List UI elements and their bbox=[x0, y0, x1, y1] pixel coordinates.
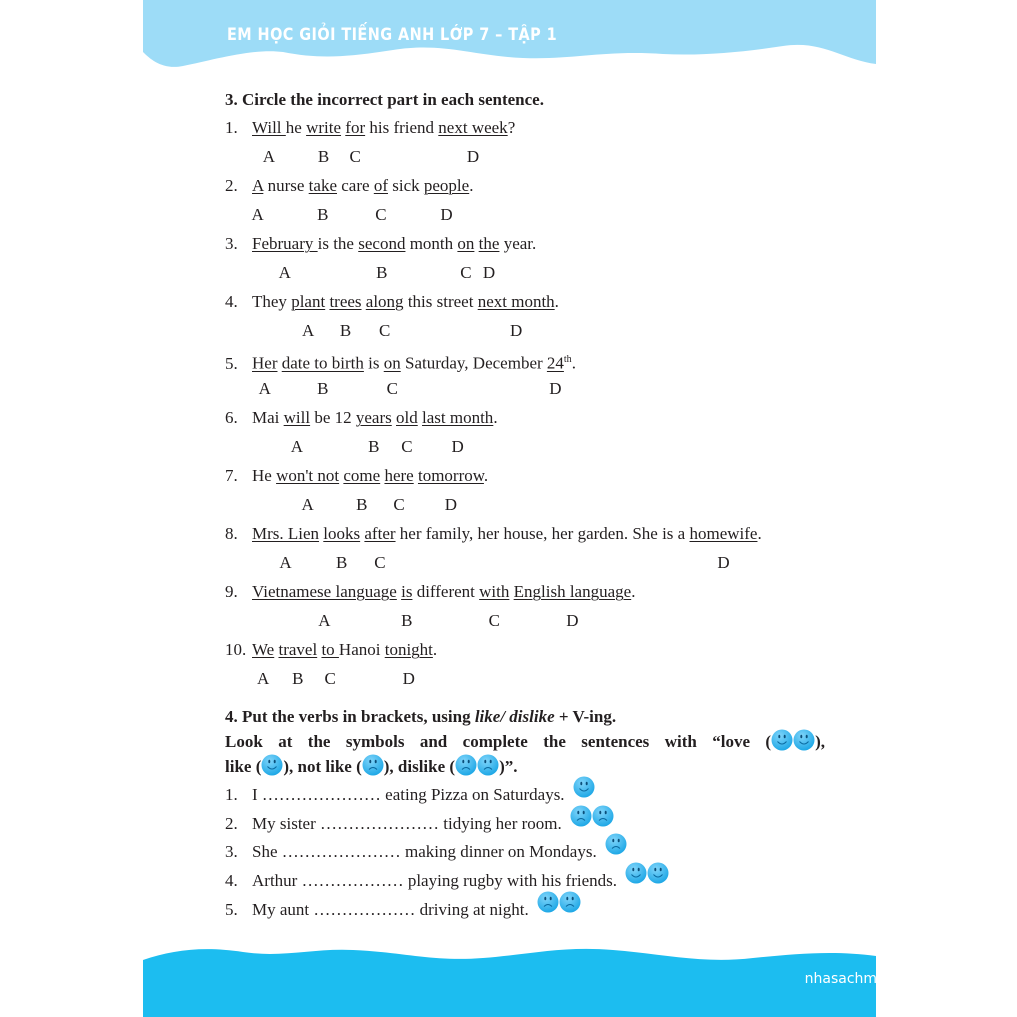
item-number: 2. bbox=[225, 176, 238, 195]
item-number: 5. bbox=[225, 899, 238, 919]
sentence-text: . bbox=[469, 176, 474, 195]
underlined-part: along bbox=[365, 292, 404, 311]
website-url: nhasachminhthang.vn bbox=[804, 971, 961, 987]
exercise-4-item bbox=[225, 781, 825, 810]
answer-letters bbox=[225, 606, 825, 635]
answer-letter: D bbox=[566, 611, 579, 630]
sentence-text: I ………………… eating Pizza on Saturdays. bbox=[252, 785, 565, 804]
underlined-part: after bbox=[364, 524, 396, 543]
underlined-part: on bbox=[457, 234, 475, 253]
underlined-part: is bbox=[401, 582, 413, 601]
answer-letter: A bbox=[251, 205, 264, 224]
sentence-text: ? bbox=[507, 118, 516, 137]
item-number: 7. bbox=[225, 466, 238, 485]
item-number: 6. bbox=[225, 408, 238, 427]
sentence-text: . bbox=[554, 292, 559, 311]
answer-letter: A bbox=[278, 263, 291, 282]
sentence-row bbox=[225, 287, 825, 316]
exercise-3-title: 3. Circle the incorrect part in each sentence. bbox=[225, 90, 544, 109]
sentence-row bbox=[225, 519, 825, 548]
sentence-text: They bbox=[252, 292, 292, 311]
answer-letters bbox=[225, 548, 825, 577]
sentence-row bbox=[225, 345, 825, 374]
answer-letters bbox=[225, 200, 825, 229]
instruction-text: ), dislike ( bbox=[383, 757, 456, 776]
answer-letter: C bbox=[349, 147, 361, 166]
sad-face-icon bbox=[559, 891, 581, 913]
underlined-part: Vietnamese language bbox=[252, 582, 397, 601]
superscript: th bbox=[563, 354, 572, 365]
underlined-part: on bbox=[383, 353, 401, 373]
sentence-text: Mai bbox=[252, 408, 284, 427]
underlined-part: for bbox=[345, 118, 366, 137]
happy-face-icon bbox=[647, 862, 669, 884]
sentence-text: . bbox=[483, 466, 489, 485]
sad-face-icon bbox=[570, 805, 592, 827]
answer-letter: B bbox=[376, 263, 388, 282]
instruction-text: like ( bbox=[225, 757, 262, 776]
page-number: 12 bbox=[80, 968, 101, 986]
exercise-4-item bbox=[225, 810, 825, 839]
answer-letter: B bbox=[336, 553, 348, 572]
sentence-text: Arthur ……………… playing rugby with his friends. bbox=[252, 871, 617, 891]
answer-letter: D bbox=[402, 669, 415, 688]
underlined-part: tonight bbox=[384, 640, 433, 659]
sentence-text: sick bbox=[387, 176, 424, 195]
item-number: 9. bbox=[225, 582, 238, 601]
answer-letters bbox=[225, 316, 825, 345]
underlined-part: homewife bbox=[689, 524, 758, 543]
underlined-part: Will bbox=[252, 118, 286, 137]
answer-letter: C bbox=[488, 611, 500, 630]
underlined-part: to bbox=[321, 640, 339, 659]
sentence-text: . bbox=[571, 353, 576, 373]
sentence-text: this street bbox=[403, 292, 478, 311]
underlined-part: will bbox=[283, 408, 311, 427]
exercise-4 bbox=[225, 705, 825, 924]
answer-letters bbox=[225, 258, 825, 287]
answer-letter: A bbox=[301, 495, 314, 514]
sad-face-icon bbox=[455, 754, 477, 776]
item-number: 4. bbox=[225, 871, 238, 891]
underlined-part: here bbox=[384, 466, 414, 485]
answer-letter: C bbox=[324, 669, 336, 688]
exercise-4-item bbox=[225, 896, 825, 925]
underlined-part: 24 bbox=[546, 353, 564, 373]
underlined-part: English language bbox=[513, 582, 632, 601]
sentence-text: different bbox=[412, 582, 480, 601]
sentence-row bbox=[225, 113, 825, 142]
underlined-part: write bbox=[306, 118, 342, 137]
face-group bbox=[605, 833, 627, 855]
exercise-4-instruction-2 bbox=[225, 754, 825, 779]
sentence-text: My sister ………………… tidying her room. bbox=[252, 813, 562, 833]
sentence-text: . bbox=[757, 524, 762, 543]
answer-letter: B bbox=[317, 205, 329, 224]
sentence-text: . bbox=[631, 582, 636, 601]
exercise-4-title bbox=[225, 705, 825, 729]
answer-letter: A bbox=[258, 379, 271, 398]
header-title: EM HỌC GIỎI TIẾNG ANH LỚP 7 – TẬP 1 bbox=[227, 25, 558, 45]
answer-letters bbox=[225, 142, 825, 171]
instruction-text: ), not like ( bbox=[283, 757, 362, 776]
answer-letter: B bbox=[317, 379, 329, 398]
sentence-row bbox=[225, 461, 825, 490]
sentence-text: year. bbox=[499, 234, 537, 253]
underlined-part: Mrs. Lien bbox=[252, 524, 320, 543]
exercise-4-item bbox=[225, 838, 825, 867]
instruction-text: Look at the symbols and complete the sentences with “love ( bbox=[225, 732, 772, 751]
answer-letters bbox=[225, 664, 825, 693]
answer-letter: D bbox=[451, 437, 464, 456]
answer-letter: B bbox=[339, 321, 352, 340]
underlined-part: of bbox=[373, 176, 388, 195]
title-text: + V-ing. bbox=[554, 707, 617, 726]
exercise-4-instruction bbox=[225, 729, 825, 754]
answer-letter: B bbox=[356, 495, 368, 514]
underlined-part: date to birth bbox=[281, 353, 364, 373]
happy-face-icon bbox=[793, 729, 815, 751]
answer-letter: B bbox=[368, 437, 380, 456]
face-group bbox=[537, 891, 581, 913]
item-number: 3. bbox=[225, 842, 238, 862]
item-number: 3. bbox=[225, 234, 238, 253]
item-number: 4. bbox=[225, 292, 238, 311]
sentence-row bbox=[225, 577, 825, 606]
answer-letter: B bbox=[317, 147, 330, 166]
answer-letter: D bbox=[444, 495, 458, 514]
underlined-part: looks bbox=[323, 524, 361, 543]
underlined-part: come bbox=[343, 466, 381, 485]
underlined-part: A bbox=[252, 176, 264, 195]
answer-letter: C bbox=[393, 495, 405, 514]
sad-face-icon bbox=[477, 754, 499, 776]
face-group bbox=[570, 805, 614, 827]
sentence-text: month bbox=[405, 234, 458, 253]
sentence-text: her family, her house, her garden. She is a bbox=[395, 524, 690, 543]
answer-letter: A bbox=[279, 553, 292, 572]
underlined-part: plant bbox=[291, 292, 326, 311]
exercise-4-item bbox=[225, 867, 825, 896]
underlined-part: travel bbox=[278, 640, 318, 659]
item-number: 5. bbox=[225, 353, 238, 373]
underlined-part: trees bbox=[329, 292, 362, 311]
sentence-text: . bbox=[432, 640, 438, 659]
answer-letters bbox=[225, 432, 825, 461]
happy-face-icon bbox=[261, 754, 283, 776]
answer-letter: A bbox=[302, 321, 315, 340]
sentence-text: be 12 bbox=[310, 408, 356, 427]
underlined-part: old bbox=[396, 408, 418, 427]
page-content bbox=[225, 88, 825, 924]
answer-letter: C bbox=[386, 379, 398, 398]
underlined-part: next month bbox=[477, 292, 555, 311]
instruction-text: )”. bbox=[499, 757, 518, 776]
answer-letter: A bbox=[318, 611, 331, 630]
happy-face-icon bbox=[771, 729, 793, 751]
sad-face-icon bbox=[362, 754, 384, 776]
instruction-text: ), bbox=[815, 732, 825, 751]
answer-letter: D bbox=[717, 553, 730, 572]
answer-letter: C bbox=[379, 321, 391, 340]
underlined-part: the bbox=[478, 234, 500, 253]
sentence-text: He bbox=[252, 466, 277, 485]
answer-letter: B bbox=[401, 611, 413, 630]
sentence-text: is bbox=[363, 353, 384, 373]
exercise-3-list bbox=[225, 113, 825, 693]
title-text: 4. Put the verbs in brackets, using bbox=[225, 707, 475, 726]
underlined-part: people bbox=[423, 176, 470, 195]
exercise-4-list bbox=[225, 781, 825, 924]
answer-letter: D bbox=[482, 263, 496, 282]
sentence-text: She ………………… making dinner on Mondays. bbox=[252, 842, 597, 862]
happy-face-icon bbox=[573, 776, 595, 798]
underlined-part: second bbox=[358, 234, 406, 253]
sad-face-icon bbox=[537, 891, 559, 913]
answer-letter: D bbox=[440, 205, 453, 224]
sentence-text: My aunt ……………… driving at night. bbox=[252, 899, 529, 919]
sentence-text: his friend bbox=[365, 118, 439, 137]
answer-letter: C bbox=[375, 205, 387, 224]
sentence-text: he bbox=[285, 118, 307, 137]
underlined-part: take bbox=[308, 176, 337, 195]
underlined-part: with bbox=[479, 582, 510, 601]
sentence-row bbox=[225, 229, 825, 258]
item-number: 10. bbox=[225, 640, 247, 659]
answer-letter: D bbox=[549, 379, 562, 398]
sad-face-icon bbox=[592, 805, 614, 827]
title-italic: like/ dislike bbox=[474, 707, 555, 726]
sad-face-icon bbox=[605, 833, 627, 855]
sentence-text: . bbox=[493, 408, 498, 427]
face-group bbox=[625, 862, 669, 884]
face-group bbox=[573, 776, 595, 798]
answer-letter: C bbox=[460, 263, 472, 282]
answer-letter: C bbox=[374, 553, 386, 572]
item-number: 1. bbox=[225, 118, 238, 137]
underlined-part: won't not bbox=[276, 466, 340, 485]
item-number: 8. bbox=[225, 524, 238, 543]
answer-letter: D bbox=[510, 321, 523, 340]
sentence-row bbox=[225, 403, 825, 432]
sentence-text: nurse bbox=[263, 176, 309, 195]
sentence-row bbox=[225, 171, 825, 200]
answer-letter: A bbox=[256, 669, 270, 688]
sentence-text: care bbox=[337, 176, 374, 195]
underlined-part: years bbox=[355, 408, 392, 427]
answer-letter: A bbox=[262, 147, 276, 166]
item-number: 1. bbox=[225, 785, 238, 804]
answer-letter: A bbox=[290, 437, 303, 456]
sentence-text: is the bbox=[317, 234, 359, 253]
underlined-part: February bbox=[252, 234, 318, 253]
underlined-part: We bbox=[252, 640, 275, 659]
underlined-part: next week bbox=[438, 118, 508, 137]
happy-face-icon bbox=[625, 862, 647, 884]
sentence-text: Hanoi bbox=[338, 640, 385, 659]
footer-wave bbox=[143, 940, 876, 1017]
sentence-row bbox=[225, 635, 825, 664]
item-number: 2. bbox=[225, 813, 238, 833]
answer-letter: B bbox=[292, 669, 304, 688]
sentence-text: Saturday, December bbox=[400, 353, 547, 373]
underlined-part: tomorrow bbox=[417, 466, 484, 485]
answer-letter: D bbox=[466, 147, 480, 166]
underlined-part: Her bbox=[252, 353, 278, 373]
underlined-part: last month bbox=[422, 408, 494, 427]
answer-letter: C bbox=[401, 437, 413, 456]
answer-letters bbox=[225, 374, 825, 403]
answer-letters bbox=[225, 490, 825, 519]
